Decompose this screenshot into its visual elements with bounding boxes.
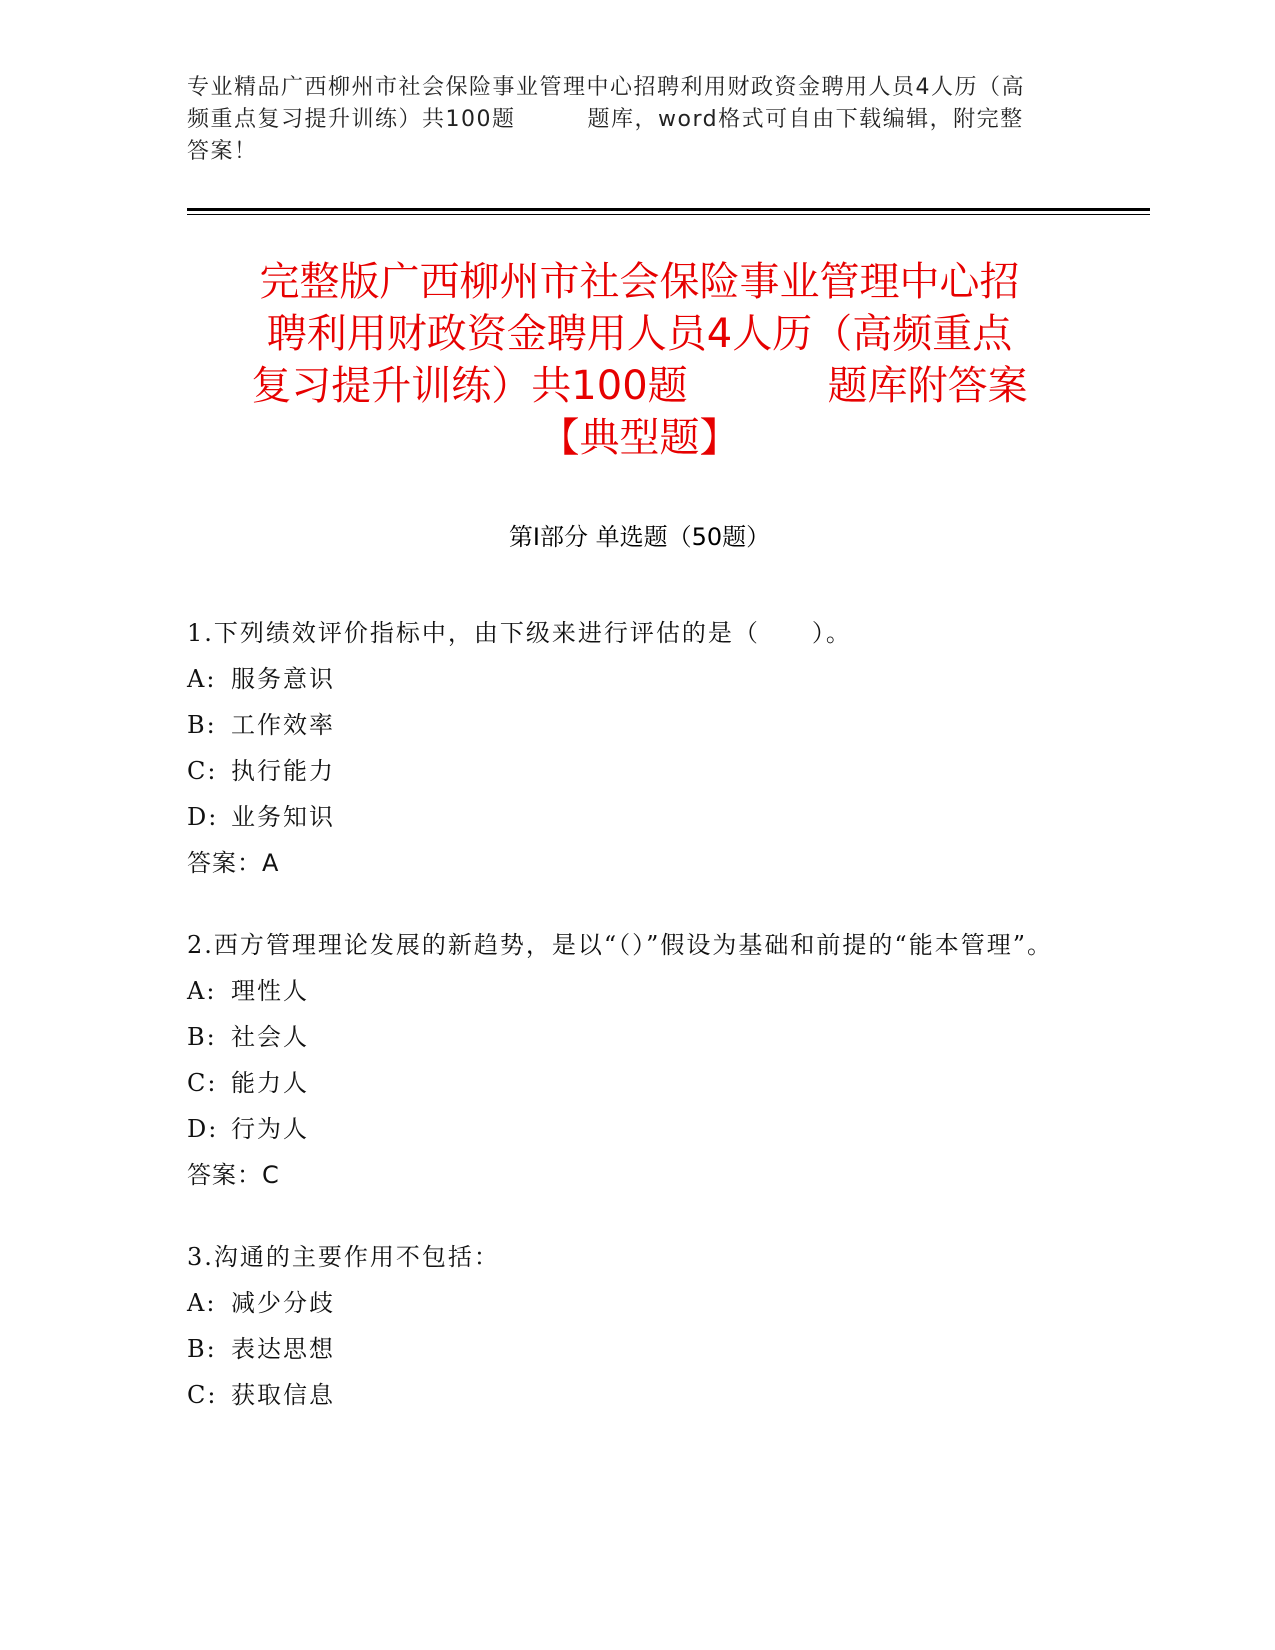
- option-label: A:: [187, 1289, 217, 1317]
- option-label: B:: [187, 1023, 217, 1051]
- header-note-line-3: 答案！: [187, 139, 258, 164]
- option-a: [187, 1280, 1087, 1326]
- option-label: B:: [187, 711, 217, 739]
- header-note-line-2-part-a: 频重点复习提升训练）共100题: [187, 107, 516, 132]
- document-title: [187, 256, 1092, 464]
- option-text: 社会人: [231, 1023, 309, 1051]
- header-note-line-2: [187, 104, 1087, 136]
- option-label: D:: [187, 1115, 219, 1143]
- section-title: 第Ⅰ部分 单选题（50题）: [508, 523, 771, 551]
- option-text: 业务知识: [231, 803, 335, 831]
- title-line-3: [187, 360, 1092, 412]
- answer-line: 答案：A: [187, 849, 280, 877]
- option-text: 行为人: [231, 1115, 309, 1143]
- option-b: [187, 702, 1087, 748]
- title-line-4: 【典型题】: [539, 415, 740, 461]
- question-stem: 1.下列绩效评价指标中，由下级来进行评估的是（ ）。: [187, 619, 852, 647]
- header-divider-thick: [187, 208, 1150, 211]
- option-text: 减少分歧: [231, 1289, 335, 1317]
- option-label: B:: [187, 1335, 217, 1363]
- option-b: [187, 1326, 1087, 1372]
- option-text: 表达思想: [231, 1335, 335, 1363]
- header-note-line-1: 专业精品广西柳州市社会保险事业管理中心招聘利用财政资金聘用人员4人历（高: [187, 75, 1025, 100]
- title-line-2: 聘利用财政资金聘用人员4人历（高频重点: [266, 311, 1013, 357]
- option-text: 理性人: [231, 977, 309, 1005]
- option-label: C:: [187, 1381, 218, 1409]
- option-a: [187, 656, 1087, 702]
- option-label: A:: [187, 665, 217, 693]
- option-c: [187, 1060, 1087, 1106]
- option-text: 能力人: [231, 1069, 309, 1097]
- option-label: A:: [187, 977, 217, 1005]
- title-line-3-part-a: 复习提升训练）共100题: [251, 363, 688, 409]
- option-text: 获取信息: [231, 1381, 335, 1409]
- question-stem: 3.沟通的主要作用不包括：: [187, 1243, 500, 1271]
- option-b: [187, 1014, 1087, 1060]
- option-text: 执行能力: [231, 757, 335, 785]
- option-a: [187, 968, 1087, 1014]
- title-line-1: 完整版广西柳州市社会保险事业管理中心招: [259, 259, 1020, 305]
- option-d: [187, 794, 1087, 840]
- option-c: [187, 748, 1087, 794]
- option-label: C:: [187, 1069, 218, 1097]
- question-list: [187, 610, 1087, 1454]
- option-text: 服务意识: [231, 665, 335, 693]
- option-text: 工作效率: [231, 711, 335, 739]
- question-1: [187, 610, 1087, 886]
- question-stem: 2.西方管理理论发展的新趋势，是以“（）”假设为基础和前提的“能本管理”。: [187, 931, 1053, 959]
- question-2: [187, 922, 1087, 1198]
- option-label: D:: [187, 803, 219, 831]
- header-divider-thin: [187, 214, 1150, 215]
- option-label: C:: [187, 757, 218, 785]
- option-d: [187, 1106, 1087, 1152]
- header-note-line-2-part-b: 题库，word格式可自由下载编辑，附完整: [587, 107, 1024, 132]
- title-line-3-part-b: 题库附答案: [827, 363, 1028, 409]
- header-note: [187, 72, 1087, 168]
- answer-line: 答案：C: [187, 1161, 280, 1189]
- question-3: [187, 1234, 1087, 1418]
- option-c: [187, 1372, 1087, 1418]
